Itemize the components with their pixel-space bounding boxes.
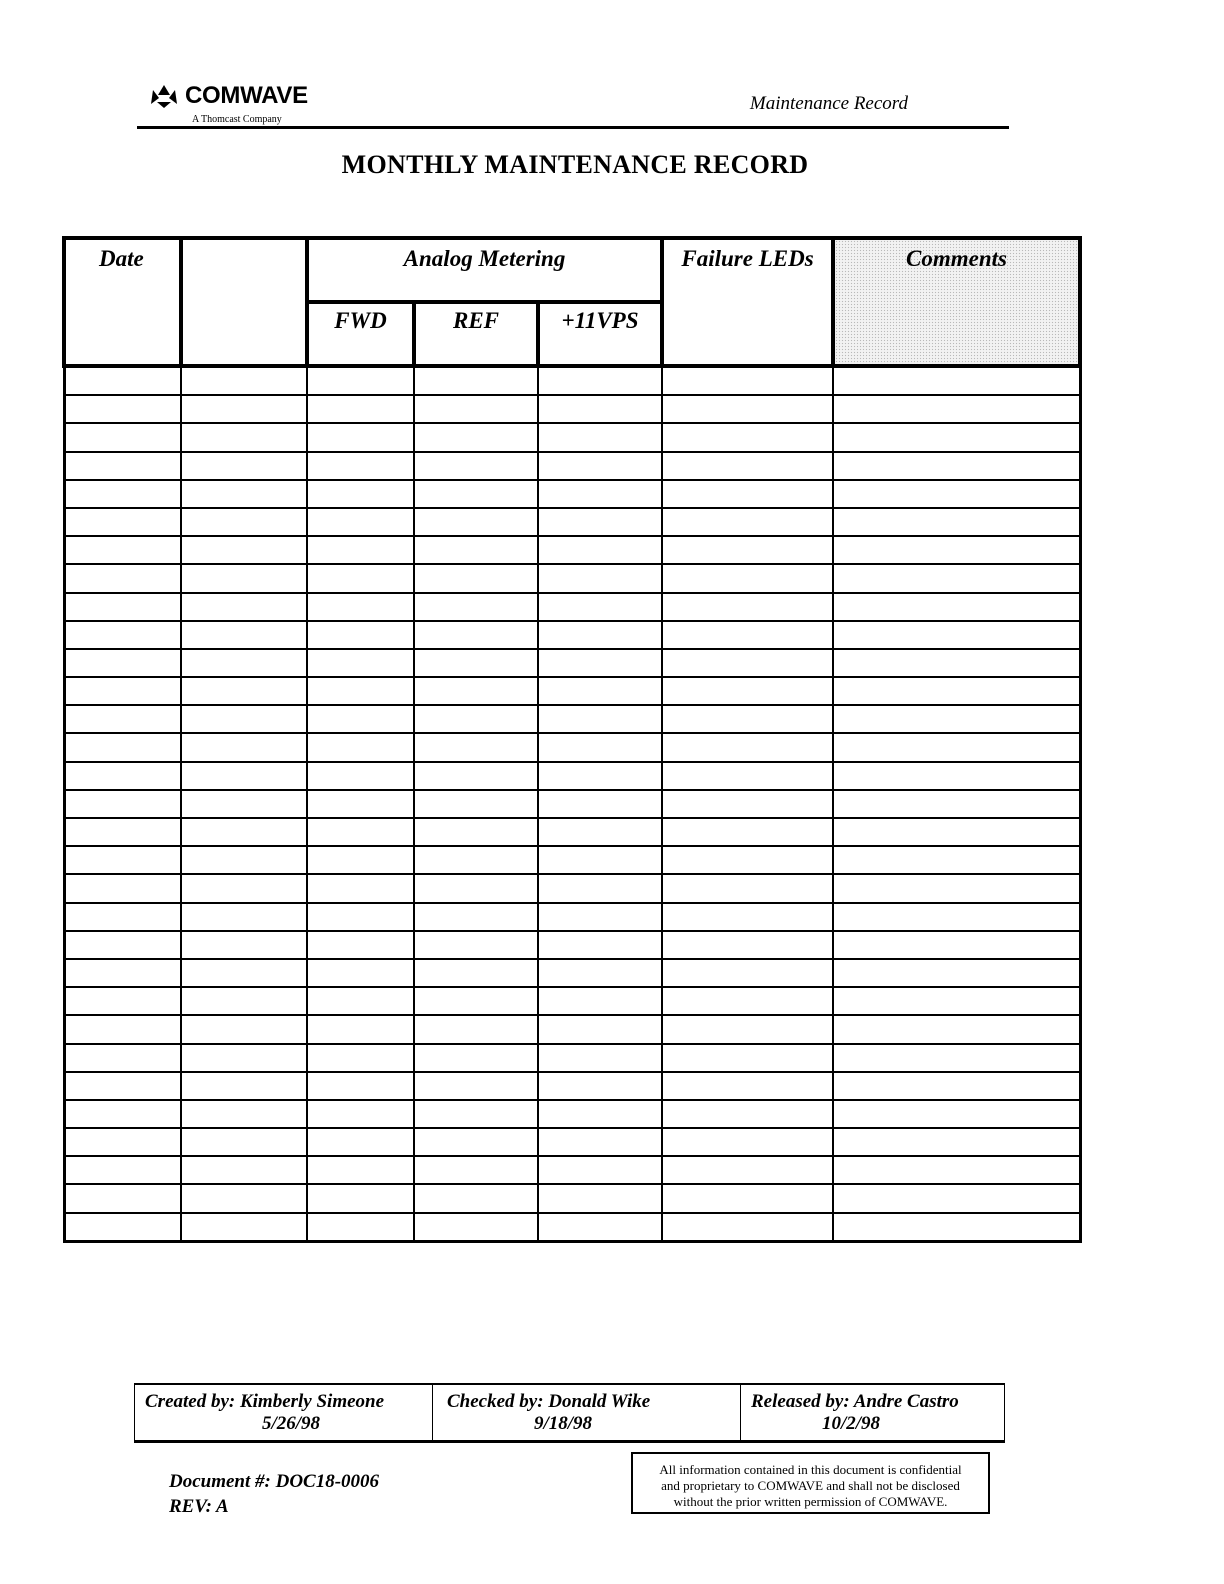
cell-date[interactable] [64, 874, 181, 902]
released-date: 10/2/98 [822, 1413, 881, 1434]
cell-vps[interactable] [538, 1100, 662, 1128]
cell-comments[interactable] [833, 874, 1080, 902]
cell-date[interactable] [64, 1044, 181, 1072]
cell-fwd[interactable] [307, 395, 414, 423]
table-row [64, 1128, 1080, 1156]
notice-line-3: without the prior written permission of COMWAVE. [673, 1494, 948, 1509]
cell-failure-leds[interactable] [662, 1213, 833, 1242]
cell-comments[interactable] [833, 593, 1080, 621]
cell-ref[interactable] [414, 846, 538, 874]
cell-failure-leds[interactable] [662, 1100, 833, 1128]
created-by-cell [135, 1385, 433, 1440]
cell-ref[interactable] [414, 593, 538, 621]
table-row [64, 536, 1080, 564]
cell-comments[interactable] [833, 480, 1080, 508]
cell-fwd[interactable] [307, 508, 414, 536]
table-row [64, 395, 1080, 423]
cell-comments[interactable] [833, 621, 1080, 649]
cell-vps[interactable] [538, 677, 662, 705]
table-row [64, 1015, 1080, 1043]
table-row [64, 762, 1080, 790]
cell-vps[interactable] [538, 705, 662, 733]
cell-ref[interactable] [414, 395, 538, 423]
cell-vps[interactable] [538, 1044, 662, 1072]
column-header-unlabeled [181, 238, 307, 366]
cell-unlabeled[interactable] [181, 1184, 307, 1212]
cell-ref[interactable] [414, 818, 538, 846]
cell-date[interactable] [64, 1156, 181, 1184]
cell-vps[interactable] [538, 1213, 662, 1242]
cell-fwd[interactable] [307, 903, 414, 931]
cell-ref[interactable] [414, 621, 538, 649]
cell-date[interactable] [64, 423, 181, 451]
cell-failure-leds[interactable] [662, 987, 833, 1015]
cell-unlabeled[interactable] [181, 1213, 307, 1242]
created-by: Created by: Kimberly Simeone [145, 1391, 385, 1412]
cell-ref[interactable] [414, 536, 538, 564]
cell-unlabeled[interactable] [181, 1072, 307, 1100]
cell-vps[interactable] [538, 452, 662, 480]
cell-unlabeled[interactable] [181, 564, 307, 592]
table-row [64, 480, 1080, 508]
cell-comments[interactable] [833, 903, 1080, 931]
table-row [64, 931, 1080, 959]
cell-date[interactable] [64, 733, 181, 761]
cell-comments[interactable] [833, 1156, 1080, 1184]
document-revision: REV: A [169, 1496, 229, 1517]
cell-date[interactable] [64, 1184, 181, 1212]
table-row [64, 452, 1080, 480]
cell-date[interactable] [64, 987, 181, 1015]
cell-comments[interactable] [833, 705, 1080, 733]
table-row [64, 1184, 1080, 1212]
cell-fwd[interactable] [307, 931, 414, 959]
cell-unlabeled[interactable] [181, 733, 307, 761]
cell-failure-leds[interactable] [662, 733, 833, 761]
notice-line-1: All information contained in this document is confidential [659, 1462, 962, 1477]
column-header-vps: +11VPS [538, 302, 662, 366]
cell-ref[interactable] [414, 1015, 538, 1043]
cell-ref[interactable] [414, 1100, 538, 1128]
table-row [64, 649, 1080, 677]
notice-line-2: and proprietary to COMWAVE and shall not be disclosed [661, 1478, 960, 1493]
confidentiality-notice [631, 1452, 990, 1514]
cell-comments[interactable] [833, 1184, 1080, 1212]
cell-failure-leds[interactable] [662, 649, 833, 677]
cell-fwd[interactable] [307, 705, 414, 733]
cell-vps[interactable] [538, 931, 662, 959]
cell-fwd[interactable] [307, 564, 414, 592]
table-row [64, 987, 1080, 1015]
table-row [64, 846, 1080, 874]
cell-ref[interactable] [414, 959, 538, 987]
cell-ref[interactable] [414, 1184, 538, 1212]
cell-fwd[interactable] [307, 621, 414, 649]
cell-failure-leds[interactable] [662, 536, 833, 564]
cell-ref[interactable] [414, 649, 538, 677]
created-date: 5/26/98 [262, 1413, 321, 1434]
cell-failure-leds[interactable] [662, 931, 833, 959]
cell-comments[interactable] [833, 1100, 1080, 1128]
cell-comments[interactable] [833, 846, 1080, 874]
cell-ref[interactable] [414, 423, 538, 451]
cell-vps[interactable] [538, 564, 662, 592]
company-logo [150, 82, 320, 126]
cell-ref[interactable] [414, 677, 538, 705]
cell-comments[interactable] [833, 733, 1080, 761]
cell-ref[interactable] [414, 366, 538, 395]
cell-vps[interactable] [538, 366, 662, 395]
column-header-failure-leds: Failure LEDs [662, 238, 833, 366]
cell-date[interactable] [64, 621, 181, 649]
cell-comments[interactable] [833, 366, 1080, 395]
cell-fwd[interactable] [307, 536, 414, 564]
cell-unlabeled[interactable] [181, 452, 307, 480]
column-header-date: Date [64, 238, 181, 366]
cell-ref[interactable] [414, 1128, 538, 1156]
cell-vps[interactable] [538, 733, 662, 761]
cell-date[interactable] [64, 536, 181, 564]
cell-date[interactable] [64, 705, 181, 733]
company-name: COMWAVE [185, 82, 308, 109]
cell-unlabeled[interactable] [181, 423, 307, 451]
cell-fwd[interactable] [307, 1015, 414, 1043]
cell-comments[interactable] [833, 677, 1080, 705]
table-row [64, 423, 1080, 451]
cell-vps[interactable] [538, 903, 662, 931]
cell-unlabeled[interactable] [181, 1128, 307, 1156]
cell-date[interactable] [64, 1015, 181, 1043]
cell-vps[interactable] [538, 1072, 662, 1100]
cell-fwd[interactable] [307, 733, 414, 761]
cell-fwd[interactable] [307, 1156, 414, 1184]
signoff-block [134, 1383, 1005, 1443]
cell-date[interactable] [64, 508, 181, 536]
cell-unlabeled[interactable] [181, 508, 307, 536]
cell-comments[interactable] [833, 1072, 1080, 1100]
cell-date[interactable] [64, 366, 181, 395]
checked-by-cell [433, 1385, 741, 1440]
cell-ref[interactable] [414, 705, 538, 733]
cell-vps[interactable] [538, 818, 662, 846]
cell-unlabeled[interactable] [181, 1156, 307, 1184]
cell-comments[interactable] [833, 987, 1080, 1015]
cell-comments[interactable] [833, 536, 1080, 564]
table-row [64, 621, 1080, 649]
cell-unlabeled[interactable] [181, 874, 307, 902]
cell-comments[interactable] [833, 452, 1080, 480]
table-row [64, 593, 1080, 621]
cell-failure-leds[interactable] [662, 705, 833, 733]
cell-comments[interactable] [833, 1213, 1080, 1242]
cell-fwd[interactable] [307, 846, 414, 874]
cell-vps[interactable] [538, 1015, 662, 1043]
table-row [64, 564, 1080, 592]
cell-ref[interactable] [414, 790, 538, 818]
table-row [64, 1213, 1080, 1242]
document-type: Maintenance Record [749, 93, 908, 114]
cell-failure-leds[interactable] [662, 593, 833, 621]
cell-vps[interactable] [538, 874, 662, 902]
maintenance-table-container [62, 236, 1078, 1243]
cell-unlabeled[interactable] [181, 987, 307, 1015]
cell-failure-leds[interactable] [662, 874, 833, 902]
cell-comments[interactable] [833, 959, 1080, 987]
table-row [64, 1072, 1080, 1100]
table-row [64, 508, 1080, 536]
cell-vps[interactable] [538, 1156, 662, 1184]
cell-vps[interactable] [538, 508, 662, 536]
cell-fwd[interactable] [307, 366, 414, 395]
cell-fwd[interactable] [307, 1184, 414, 1212]
cell-vps[interactable] [538, 423, 662, 451]
cell-fwd[interactable] [307, 649, 414, 677]
table-row [64, 903, 1080, 931]
cell-unlabeled[interactable] [181, 366, 307, 395]
cell-failure-leds[interactable] [662, 366, 833, 395]
table-row [64, 366, 1080, 395]
cell-fwd[interactable] [307, 593, 414, 621]
cell-comments[interactable] [833, 762, 1080, 790]
cell-ref[interactable] [414, 931, 538, 959]
cell-comments[interactable] [833, 1128, 1080, 1156]
document-number: Document #: DOC18-0006 [169, 1471, 380, 1492]
cell-date[interactable] [64, 903, 181, 931]
cell-ref[interactable] [414, 480, 538, 508]
cell-failure-leds[interactable] [662, 1184, 833, 1212]
cell-failure-leds[interactable] [662, 564, 833, 592]
cell-comments[interactable] [833, 649, 1080, 677]
cell-fwd[interactable] [307, 874, 414, 902]
cell-unlabeled[interactable] [181, 762, 307, 790]
cell-failure-leds[interactable] [662, 846, 833, 874]
table-row [64, 1100, 1080, 1128]
cell-comments[interactable] [833, 395, 1080, 423]
cell-date[interactable] [64, 1100, 181, 1128]
cell-ref[interactable] [414, 1156, 538, 1184]
cell-vps[interactable] [538, 762, 662, 790]
checked-by: Checked by: Donald Wike [447, 1391, 651, 1412]
cell-ref[interactable] [414, 1213, 538, 1242]
cell-date[interactable] [64, 1128, 181, 1156]
cell-fwd[interactable] [307, 959, 414, 987]
cell-comments[interactable] [833, 564, 1080, 592]
cell-date[interactable] [64, 931, 181, 959]
cell-date[interactable] [64, 564, 181, 592]
table-row [64, 677, 1080, 705]
cell-failure-leds[interactable] [662, 818, 833, 846]
cell-unlabeled[interactable] [181, 705, 307, 733]
cell-unlabeled[interactable] [181, 1100, 307, 1128]
table-row [64, 959, 1080, 987]
cell-comments[interactable] [833, 931, 1080, 959]
cell-failure-leds[interactable] [662, 621, 833, 649]
cell-date[interactable] [64, 649, 181, 677]
cell-fwd[interactable] [307, 1213, 414, 1242]
cell-comments[interactable] [833, 790, 1080, 818]
cell-comments[interactable] [833, 818, 1080, 846]
cell-unlabeled[interactable] [181, 593, 307, 621]
cell-date[interactable] [64, 480, 181, 508]
cell-date[interactable] [64, 452, 181, 480]
cell-vps[interactable] [538, 959, 662, 987]
cell-unlabeled[interactable] [181, 536, 307, 564]
cell-unlabeled[interactable] [181, 1015, 307, 1043]
cell-unlabeled[interactable] [181, 959, 307, 987]
comwave-logo-icon [150, 84, 178, 108]
cell-failure-leds[interactable] [662, 395, 833, 423]
cell-fwd[interactable] [307, 1100, 414, 1128]
table-body [64, 366, 1080, 1241]
cell-date[interactable] [64, 762, 181, 790]
cell-vps[interactable] [538, 621, 662, 649]
cell-date[interactable] [64, 593, 181, 621]
cell-vps[interactable] [538, 536, 662, 564]
header-divider [137, 126, 1009, 129]
cell-ref[interactable] [414, 508, 538, 536]
cell-unlabeled[interactable] [181, 480, 307, 508]
cell-ref[interactable] [414, 1072, 538, 1100]
cell-failure-leds[interactable] [662, 452, 833, 480]
cell-ref[interactable] [414, 452, 538, 480]
cell-failure-leds[interactable] [662, 480, 833, 508]
cell-unlabeled[interactable] [181, 790, 307, 818]
cell-date[interactable] [64, 1213, 181, 1242]
cell-unlabeled[interactable] [181, 846, 307, 874]
cell-comments[interactable] [833, 423, 1080, 451]
cell-vps[interactable] [538, 480, 662, 508]
cell-vps[interactable] [538, 1184, 662, 1212]
table-row [64, 818, 1080, 846]
cell-unlabeled[interactable] [181, 931, 307, 959]
cell-fwd[interactable] [307, 818, 414, 846]
document-info [169, 1469, 379, 1519]
cell-ref[interactable] [414, 874, 538, 902]
cell-failure-leds[interactable] [662, 1044, 833, 1072]
checked-date: 9/18/98 [534, 1413, 593, 1434]
cell-unlabeled[interactable] [181, 677, 307, 705]
cell-date[interactable] [64, 395, 181, 423]
cell-date[interactable] [64, 1072, 181, 1100]
table-row [64, 705, 1080, 733]
column-header-fwd: FWD [307, 302, 414, 366]
cell-fwd[interactable] [307, 1072, 414, 1100]
cell-ref[interactable] [414, 987, 538, 1015]
cell-fwd[interactable] [307, 1128, 414, 1156]
cell-failure-leds[interactable] [662, 1015, 833, 1043]
cell-ref[interactable] [414, 762, 538, 790]
released-by: Released by: Andre Castro [751, 1391, 959, 1412]
cell-failure-leds[interactable] [662, 790, 833, 818]
cell-failure-leds[interactable] [662, 762, 833, 790]
cell-vps[interactable] [538, 593, 662, 621]
cell-failure-leds[interactable] [662, 959, 833, 987]
cell-fwd[interactable] [307, 762, 414, 790]
cell-date[interactable] [64, 846, 181, 874]
cell-fwd[interactable] [307, 480, 414, 508]
column-header-comments: Comments [833, 238, 1080, 366]
cell-fwd[interactable] [307, 790, 414, 818]
maintenance-table [62, 236, 1082, 1243]
cell-unlabeled[interactable] [181, 1044, 307, 1072]
cell-fwd[interactable] [307, 677, 414, 705]
cell-fwd[interactable] [307, 452, 414, 480]
cell-failure-leds[interactable] [662, 423, 833, 451]
cell-failure-leds[interactable] [662, 903, 833, 931]
table-row [64, 790, 1080, 818]
cell-date[interactable] [64, 790, 181, 818]
page-title: MONTHLY MAINTENANCE RECORD [341, 150, 809, 179]
cell-failure-leds[interactable] [662, 677, 833, 705]
table-row [64, 874, 1080, 902]
cell-fwd[interactable] [307, 987, 414, 1015]
cell-comments[interactable] [833, 1015, 1080, 1043]
cell-ref[interactable] [414, 903, 538, 931]
cell-unlabeled[interactable] [181, 395, 307, 423]
cell-vps[interactable] [538, 790, 662, 818]
cell-comments[interactable] [833, 1044, 1080, 1072]
column-header-ref: REF [414, 302, 538, 366]
cell-unlabeled[interactable] [181, 818, 307, 846]
cell-date[interactable] [64, 818, 181, 846]
table-row [64, 1156, 1080, 1184]
cell-fwd[interactable] [307, 423, 414, 451]
cell-comments[interactable] [833, 508, 1080, 536]
cell-vps[interactable] [538, 1128, 662, 1156]
cell-failure-leds[interactable] [662, 508, 833, 536]
cell-vps[interactable] [538, 649, 662, 677]
released-by-cell [741, 1385, 1004, 1440]
table-row [64, 1044, 1080, 1072]
cell-unlabeled[interactable] [181, 649, 307, 677]
cell-date[interactable] [64, 959, 181, 987]
cell-failure-leds[interactable] [662, 1156, 833, 1184]
cell-date[interactable] [64, 677, 181, 705]
cell-unlabeled[interactable] [181, 621, 307, 649]
cell-unlabeled[interactable] [181, 903, 307, 931]
table-row [64, 733, 1080, 761]
cell-fwd[interactable] [307, 1044, 414, 1072]
cell-vps[interactable] [538, 987, 662, 1015]
cell-ref[interactable] [414, 1044, 538, 1072]
cell-ref[interactable] [414, 564, 538, 592]
cell-vps[interactable] [538, 846, 662, 874]
cell-ref[interactable] [414, 733, 538, 761]
column-header-analog-metering: Analog Metering [307, 238, 662, 302]
cell-failure-leds[interactable] [662, 1128, 833, 1156]
company-tagline: A Thomcast Company [192, 114, 282, 125]
cell-failure-leds[interactable] [662, 1072, 833, 1100]
cell-vps[interactable] [538, 395, 662, 423]
